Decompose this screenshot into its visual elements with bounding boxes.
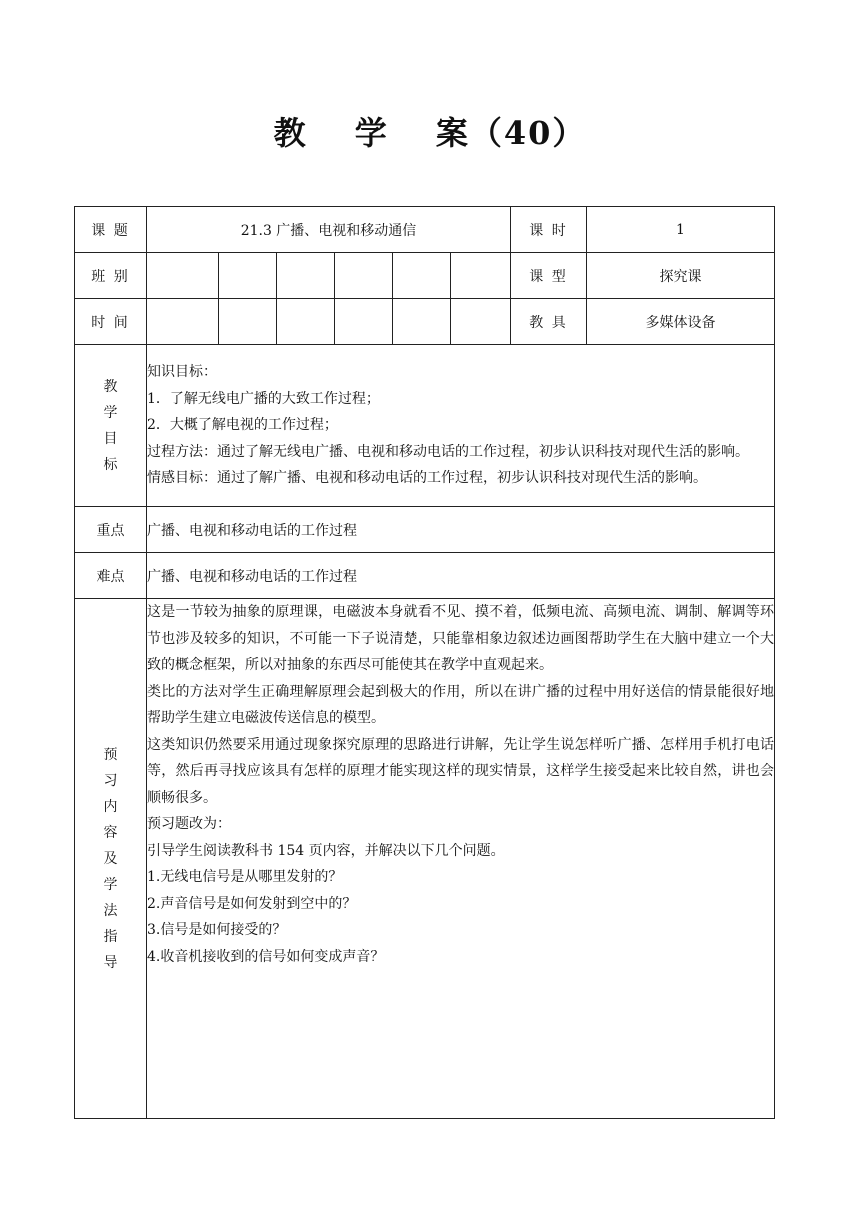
difficulty-row bbox=[75, 553, 775, 599]
time-cell bbox=[277, 299, 335, 345]
goal-line: 情感目标：通过了解广播、电视和移动电话的工作过程，初步认识科技对现代生活的影响。 bbox=[147, 470, 707, 487]
class-cell bbox=[451, 253, 511, 299]
key-row bbox=[75, 507, 775, 553]
prep-label-char: 内 bbox=[103, 798, 118, 815]
time-cell bbox=[393, 299, 451, 345]
key-label: 重点 bbox=[75, 507, 147, 553]
page-title: 教 学 案（40） bbox=[273, 114, 587, 152]
goal-line: 2．大概了解电视的工作过程； bbox=[147, 417, 338, 434]
prep-label-char: 容 bbox=[103, 824, 118, 841]
class-label: 班 别 bbox=[75, 253, 147, 299]
prep-content bbox=[147, 599, 775, 1119]
difficulty-label: 难点 bbox=[75, 553, 147, 599]
goals-content bbox=[147, 345, 775, 507]
key-value: 广播、电视和移动电话的工作过程 bbox=[147, 507, 775, 553]
goals-label-char: 目 bbox=[103, 430, 118, 447]
topic-row bbox=[75, 207, 775, 253]
prep-label-char: 法 bbox=[103, 902, 118, 919]
prep-label-char: 习 bbox=[103, 772, 118, 789]
prep-label-char: 预 bbox=[103, 746, 118, 763]
class-cell bbox=[277, 253, 335, 299]
time-row bbox=[75, 299, 775, 345]
prep-paragraph: 这是一节较为抽象的原理课，电磁波本身就看不见、摸不着，低频电流、高频电流、调制、解调等环节也涉及较多的知识，不可能一下子说清楚，只能靠相象边叙述边画图帮助学生在大脑中建立一个大致的概念框架，所以对抽象的东西尽可能使其在教学中直观起来。 bbox=[147, 604, 774, 673]
prep-question: 2.声音信号是如何发射到空中的？ bbox=[147, 895, 357, 912]
topic-label: 课 题 bbox=[75, 207, 147, 253]
prep-question: 4.收音机接收到的信号如何变成声音？ bbox=[147, 948, 385, 965]
prep-paragraph: 类比的方法对学生正确理解原理会起到极大的作用，所以在讲广播的过程中用好送信的情景能很好地帮助学生建立电磁波传送信息的模型。 bbox=[147, 683, 774, 726]
prep-label-char: 及 bbox=[103, 850, 118, 867]
time-cell bbox=[451, 299, 511, 345]
type-label: 课 型 bbox=[511, 253, 587, 299]
prep-label-char: 导 bbox=[103, 954, 118, 971]
type-value: 探究课 bbox=[587, 253, 775, 299]
goal-line: 1．了解无线电广播的大致工作过程； bbox=[147, 390, 380, 407]
period-label: 课 时 bbox=[511, 207, 587, 253]
topic-value: 21.3 广播、电视和移动通信 bbox=[147, 207, 511, 253]
goals-label-char: 教 bbox=[103, 378, 118, 395]
goal-line: 知识目标： bbox=[147, 364, 217, 381]
prep-label-char: 指 bbox=[103, 928, 118, 945]
goals-label bbox=[75, 345, 147, 507]
class-row bbox=[75, 253, 775, 299]
period-value: 1 bbox=[587, 207, 775, 253]
class-cell bbox=[219, 253, 277, 299]
prep-question: 1.无线电信号是从哪里发射的？ bbox=[147, 869, 343, 885]
lesson-plan-table bbox=[74, 206, 775, 1119]
goals-label-char: 学 bbox=[103, 404, 118, 421]
time-cell bbox=[147, 299, 219, 345]
difficulty-value: 广播、电视和移动电话的工作过程 bbox=[147, 553, 775, 599]
time-label: 时 间 bbox=[75, 299, 147, 345]
prep-paragraph: 这类知识仍然要采用通过现象探究原理的思路进行讲解，先让学生说怎样听广播、怎样用手机打电话等，然后再寻找应该具有怎样的原理才能实现这样的现实情景，这样学生接受起来比较自然，讲也会顺畅很多。 bbox=[147, 736, 774, 806]
prep-label-char: 学 bbox=[103, 876, 118, 893]
goals-label-char: 标 bbox=[103, 456, 118, 473]
goals-row bbox=[75, 345, 775, 507]
tools-value: 多媒体设备 bbox=[587, 299, 775, 345]
prep-question: 3.信号是如何接受的？ bbox=[147, 922, 287, 938]
goal-line: 过程方法：通过了解无线电广播、电视和移动电话的工作过程，初步认识科技对现代生活的影响。 bbox=[147, 443, 749, 460]
time-cell bbox=[335, 299, 393, 345]
class-cell bbox=[335, 253, 393, 299]
tools-label: 教 具 bbox=[511, 299, 587, 345]
prep-paragraph: 引导学生阅读教科书 154 页内容，并解决以下几个问题。 bbox=[147, 842, 505, 859]
prep-paragraph: 预习题改为： bbox=[147, 816, 231, 832]
prep-label bbox=[75, 599, 147, 1119]
class-cell bbox=[147, 253, 219, 299]
prep-row bbox=[75, 599, 775, 1119]
class-cell bbox=[393, 253, 451, 299]
time-cell bbox=[219, 299, 277, 345]
